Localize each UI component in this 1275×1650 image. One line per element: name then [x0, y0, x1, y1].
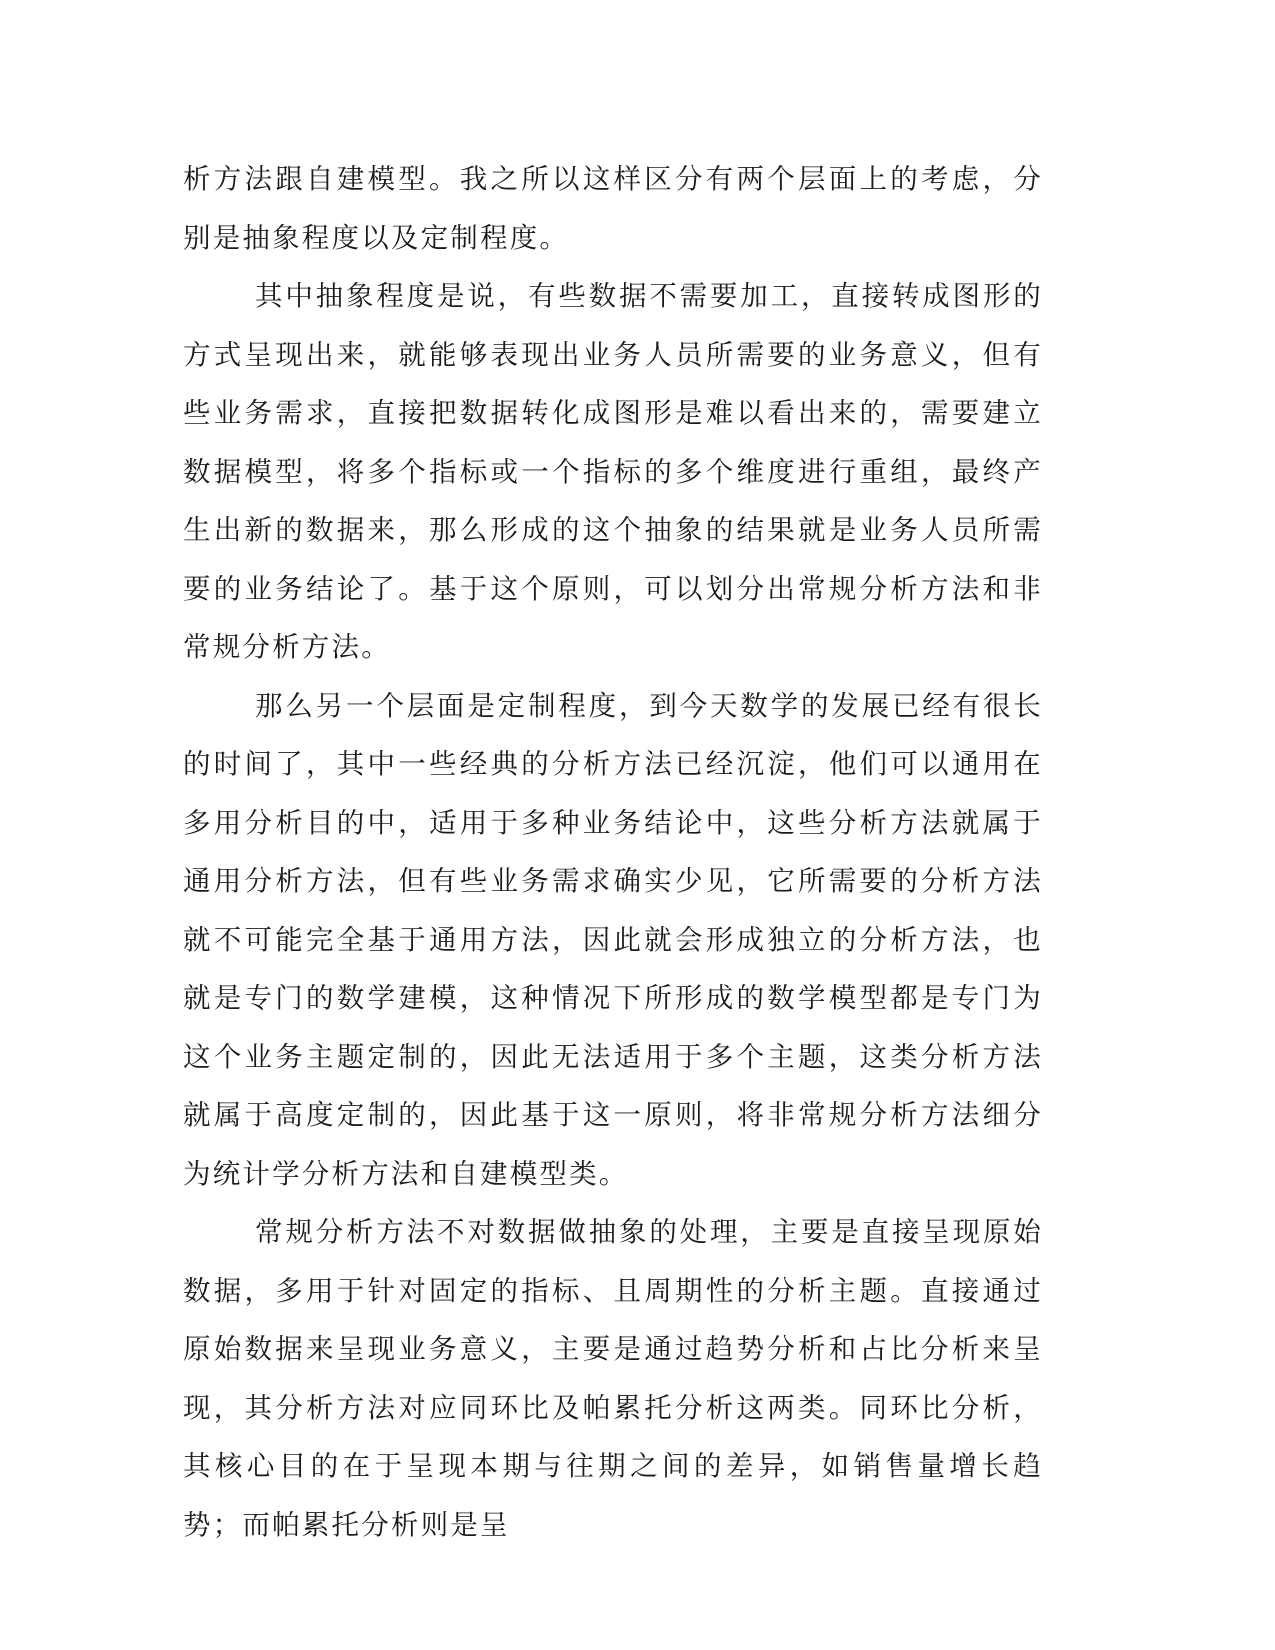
paragraph-1: 析方法跟自建模型。我之所以这样区分有两个层面上的考虑，分别是抽象程度以及定制程度。: [183, 163, 1043, 254]
document-page: [183, 150, 1043, 1554]
paragraph-3: 那么另一个层面是定制程度，到今天数学的发展已经有很长的时间了，其中一些经典的分析方法已经沉淀，他们可以通用在多用分析目的中，适用于多种业务结论中，这些分析方法就属于通用分析方法，但有些业务需求确实少见，它所需要的分析方法就不可能完全基于通用方法，因此就会形成独立的分析方法，也就是专门的数学建模，这种情况下所形成的数学模型都是专门为这个业务主题定制的，因此无法适用于多个主题，这类分析方法就属于高度定制的，因此基于这一原则，将非常规分析方法细分为统计学分析方法和自建模型类。: [183, 689, 1043, 1190]
paragraph-4: 常规分析方法不对数据做抽象的处理，主要是直接呈现原始数据，多用于针对固定的指标、且周期性的分析主题。直接通过原始数据来呈现业务意义，主要是通过趋势分析和占比分析来呈现，其分析方法对应同环比及帕累托分析这两类。同环比分析，其核心目的在于呈现本期与往期之间的差异，如销售量增长趋势；而帕累托分析则是呈: [183, 1216, 1043, 1541]
paragraph-2: 其中抽象程度是说，有些数据不需要加工，直接转成图形的方式呈现出来，就能够表现出业务人员所需要的业务意义，但有些业务需求，直接把数据转化成图形是难以看出来的，需要建立数据模型，将多个指标或一个指标的多个维度进行重组，最终产生出新的数据来，那么形成的这个抽象的结果就是业务人员所需要的业务结论了。基于这个原则，可以划分出常规分析方法和非常规分析方法。: [183, 280, 1043, 663]
